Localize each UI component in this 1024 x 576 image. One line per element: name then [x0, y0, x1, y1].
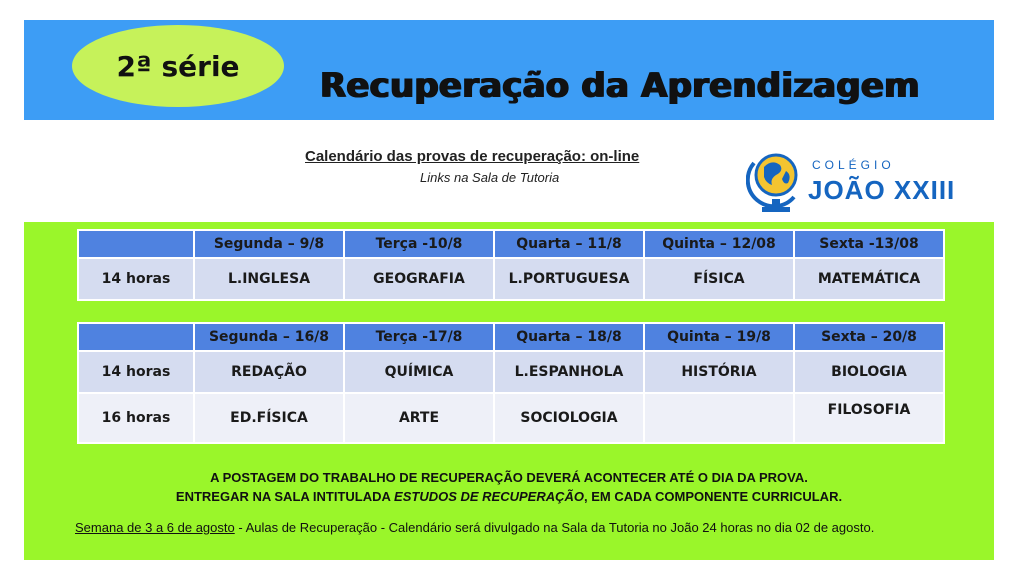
table-row — [78, 351, 944, 393]
time-cell: 14 horas — [78, 351, 194, 393]
table-header-cell: Quinta – 19/8 — [644, 323, 794, 351]
table-header-cell: Quarta – 18/8 — [494, 323, 644, 351]
notice-text — [24, 468, 994, 506]
notice-line-1: A POSTAGEM DO TRABALHO DE RECUPERAÇÃO DEVERÁ ACONTECER ATÉ O DIA DA PROVA. — [210, 470, 808, 485]
subject-cell: L.PORTUGUESA — [494, 258, 644, 300]
table-header-cell: Sexta – 20/8 — [794, 323, 944, 351]
table-header-cell: Segunda – 9/8 — [194, 230, 344, 258]
notice-line-2-start: ENTREGAR NA SALA INTITULADA — [175, 489, 395, 504]
subject-cell: L.ESPANHOLA — [494, 351, 644, 393]
subject-cell: ARTE — [344, 393, 494, 443]
subject-cell: ED.FÍSICA — [194, 393, 344, 443]
footer-text: - Aulas de Recuperação - Calendário será divulgado na Sala da Tutoria no João 24 horas no dia 02 de agosto. — [234, 520, 875, 535]
subject-cell: HISTÓRIA — [644, 351, 794, 393]
table-header-cell: Terça -10/8 — [344, 230, 494, 258]
schedule-table-week2 — [77, 322, 945, 444]
table-header-cell — [78, 230, 194, 258]
subject-cell: BIOLOGIA — [794, 351, 944, 393]
table-row — [78, 393, 944, 443]
calendar-title: Calendário das provas de recuperação: on-line — [305, 148, 640, 165]
schedule-table-week1 — [77, 229, 945, 301]
table-header-cell: Quarta – 11/8 — [494, 230, 644, 258]
table-header-row — [78, 323, 944, 351]
table-header-cell: Sexta -13/08 — [794, 230, 944, 258]
globe-icon — [746, 145, 806, 215]
subject-cell — [644, 393, 794, 443]
grade-label: 2ª série — [116, 49, 240, 83]
table-header-cell: Terça -17/8 — [344, 323, 494, 351]
table-header-row — [78, 230, 944, 258]
notice-room-name: ESTUDOS DE RECUPERAÇÃO — [394, 489, 584, 504]
table-header-cell: Segunda – 16/8 — [194, 323, 344, 351]
school-logo — [746, 145, 956, 217]
table-row — [78, 258, 944, 300]
table-header-cell — [78, 323, 194, 351]
subject-cell: FILOSOFIA — [794, 393, 944, 443]
subject-cell: MATEMÁTICA — [794, 258, 944, 300]
subject-cell: QUÍMICA — [344, 351, 494, 393]
notice-line-2-end: , EM CADA COMPONENTE CURRICULAR. — [584, 489, 843, 504]
time-cell: 16 horas — [78, 393, 194, 443]
calendar-note: Links na Sala de Tutoria — [420, 170, 560, 185]
logo-small-text: COLÉGIO — [812, 158, 895, 172]
footer-note — [75, 520, 874, 535]
subject-cell: GEOGRAFIA — [344, 258, 494, 300]
subject-cell: SOCIOLOGIA — [494, 393, 644, 443]
time-cell: 14 horas — [78, 258, 194, 300]
notice-line-2 — [24, 487, 994, 506]
table-header-cell: Quinta – 12/08 — [644, 230, 794, 258]
footer-week: Semana de 3 a 6 de agosto — [75, 520, 235, 535]
grade-badge — [72, 25, 284, 107]
logo-name: JOÃO XXIII — [808, 175, 956, 205]
subject-cell: L.INGLESA — [194, 258, 344, 300]
page-title: Recuperação da Aprendizagem — [320, 66, 920, 106]
subject-cell: FÍSICA — [644, 258, 794, 300]
subject-cell: REDAÇÃO — [194, 351, 344, 393]
